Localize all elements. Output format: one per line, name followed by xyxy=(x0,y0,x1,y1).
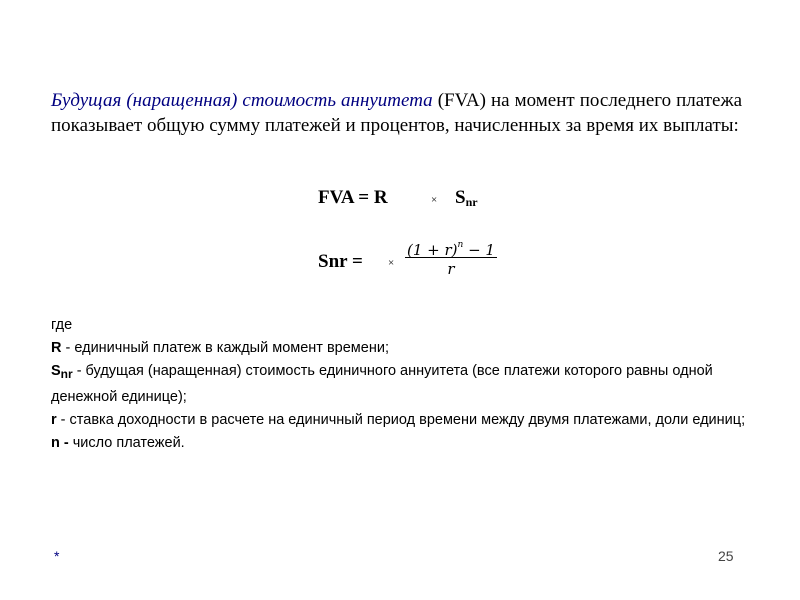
definition-symbol: r xyxy=(51,412,57,428)
numerator-base: (1 + r) xyxy=(407,241,458,259)
fraction-denominator: r xyxy=(447,260,455,278)
definition-symbol: n - xyxy=(51,435,69,451)
definition-symbol xyxy=(51,363,73,379)
definition-text: - ставка доходности в расчете на единичный период времени между двумя платежами, доли единиц; xyxy=(56,412,746,428)
numerator-exponent: n xyxy=(457,240,464,250)
defined-term: Будущая (наращенная) стоимость аннуитета xyxy=(51,90,433,111)
snr-formula-lhs: Snr = xyxy=(318,251,363,272)
definition-item xyxy=(51,432,751,455)
snr-symbol xyxy=(455,187,478,210)
multiply-sign: × xyxy=(431,194,438,206)
definition-text: - будущая (наращенная) стоимость единичного аннуитета (все платежи которого равны одной денежной единице); xyxy=(51,363,713,405)
definition-item xyxy=(51,360,751,409)
intro-paragraph xyxy=(51,88,742,138)
fraction-numerator xyxy=(405,233,497,257)
numerator-tail: − 1 xyxy=(463,241,495,259)
snr-formula xyxy=(318,233,518,293)
footer-mark: * xyxy=(54,548,60,564)
definition-item xyxy=(51,409,751,432)
page-number: 25 xyxy=(718,548,734,564)
snr-symbol-sub: nr xyxy=(465,195,478,209)
fraction xyxy=(405,233,497,280)
where-label: где xyxy=(51,317,73,333)
definitions-block xyxy=(51,314,751,455)
definition-symbol-main: S xyxy=(51,363,61,379)
intro-text: (FVA) на момент последнего платежа показывает общую сумму платежей и процентов, начисленных за время их выплаты: xyxy=(51,90,743,136)
multiply-sign: × xyxy=(388,257,395,269)
definition-text: число платежей. xyxy=(68,435,185,451)
fva-formula-lhs: FVA = R xyxy=(318,187,388,208)
snr-symbol-main: S xyxy=(455,187,466,208)
definition-symbol: R xyxy=(51,340,62,356)
definition-item xyxy=(51,337,751,360)
definition-symbol-sub: nr xyxy=(60,367,73,381)
definition-text: - единичный платеж в каждый момент времени; xyxy=(61,340,389,356)
